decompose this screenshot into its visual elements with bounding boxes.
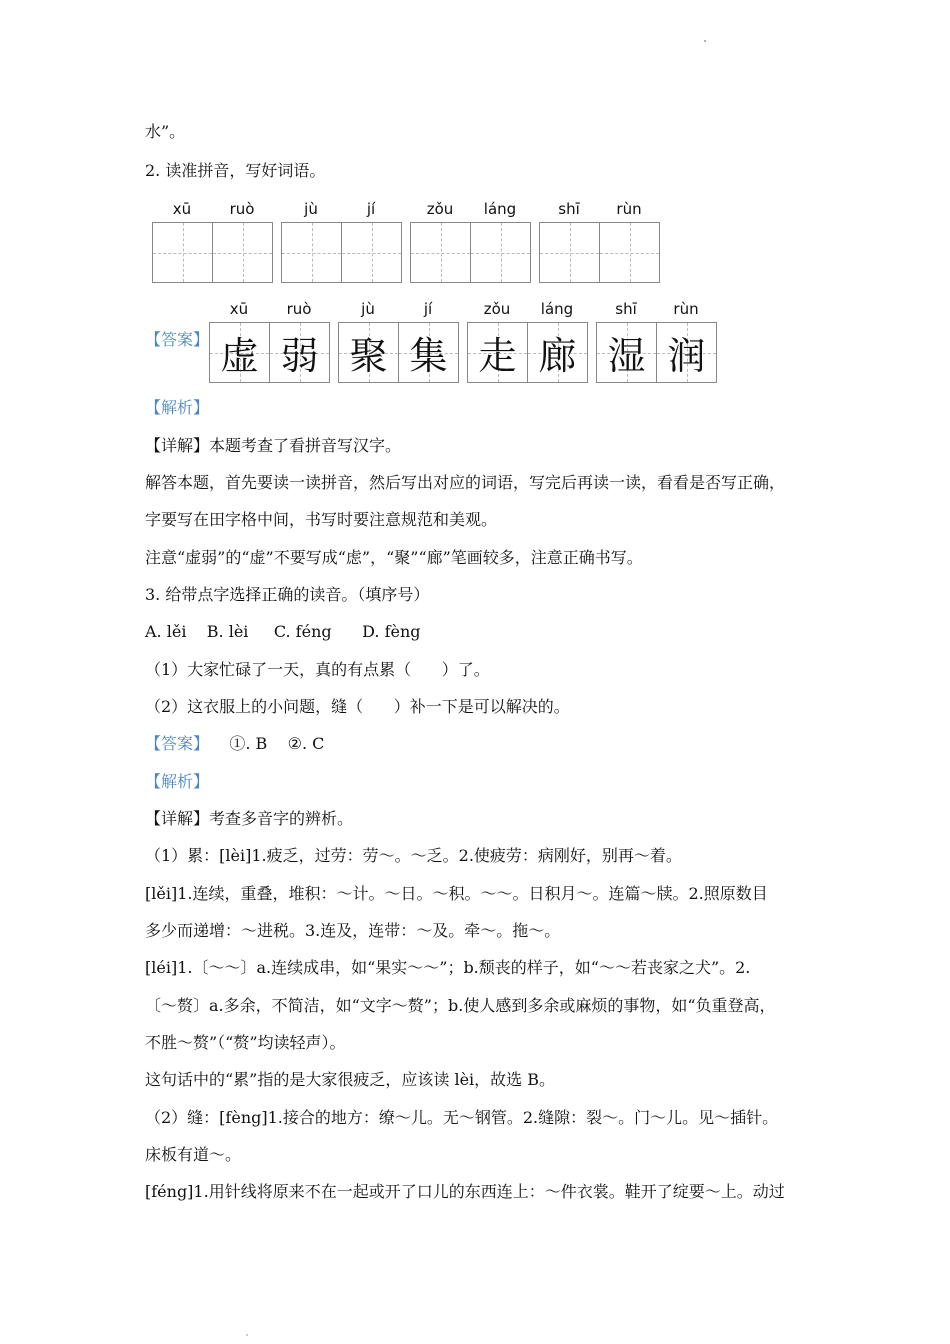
answer-char: 弱 (280, 334, 319, 378)
answer-char: 润 (667, 334, 706, 378)
tianzige-cell[interactable] (599, 223, 659, 282)
pinyin: rùn (616, 200, 642, 218)
analysis-label: 【解析】 (145, 772, 210, 791)
analysis-label: 【解析】 (145, 398, 210, 417)
paragraph: 不胜～赘”（“赘”均读轻声）。 (145, 1033, 346, 1052)
pinyin: rùn (673, 300, 699, 318)
pinyin: shī (615, 300, 637, 318)
tianzige-cell[interactable] (341, 223, 401, 282)
tianzige-cell[interactable] (540, 223, 599, 282)
pinyin: jí (366, 200, 376, 218)
paragraph: 注意“虚弱”的“虚”不要写成“虑”，“聚”“廊”笔画较多，注意正确书写。 (145, 548, 643, 567)
word-box (152, 196, 273, 283)
paragraph: [féng]1.用针线将原来不在一起或开了口儿的东西连上：～件衣裳。鞋开了绽要～上。动过 (145, 1182, 785, 1201)
question-3-title: 3. 给带点字选择正确的读音。（填序号） (145, 585, 430, 604)
question-3-sentence-1: （1）大家忙碌了一天，真的有点累（ ）了。 (145, 660, 490, 679)
answer-char: 湿 (607, 334, 646, 378)
paragraph: 字要写在田字格中间，书写时要注意规范和美观。 (145, 510, 498, 529)
paragraph: 床板有道～。 (145, 1145, 242, 1164)
tianzige-cell[interactable] (153, 223, 212, 282)
answer-label: 【答案】 (145, 330, 210, 349)
pinyin: jù (304, 200, 318, 218)
tianzige-cell[interactable] (282, 223, 341, 282)
pinyin: láng (483, 200, 517, 218)
pinyin: zǒu (426, 200, 454, 218)
answer-char: 廊 (538, 334, 577, 378)
pinyin: zǒu (483, 300, 511, 318)
tianzige-cell[interactable] (411, 223, 470, 282)
question-2-title: 2. 读准拼音，写好词语。 (145, 161, 326, 180)
answer-char: 集 (409, 334, 448, 378)
tianzige-cell[interactable] (470, 223, 530, 282)
pinyin: shī (558, 200, 580, 218)
pinyin-grid-answer (209, 296, 725, 383)
paragraph: 〔～赘〕a.多余，不简洁，如“文字～赘”；b.使人感到多余或麻烦的事物，如“负重登高， (145, 996, 776, 1015)
answer-line (145, 734, 324, 754)
pinyin-grid-blank (152, 196, 668, 283)
word-box (539, 196, 660, 283)
paragraph: [lěi]1.连续，重叠，堆积：～计。～日。～积。～～。日积月～。连篇～牍。2.照原数目 (145, 884, 768, 903)
paragraph: 这句话中的“累”指的是大家很疲乏，应该读 lèi，故选 B。 (145, 1070, 555, 1089)
answer-char: 虚 (220, 334, 259, 378)
word-box (596, 296, 717, 383)
continued-line: 水”。 (145, 122, 186, 141)
paragraph: 解答本题，首先要读一读拼音，然后写出对应的词语，写完后再读一读，看看是否写正确， (145, 473, 786, 492)
pinyin: jù (361, 300, 375, 318)
detail-heading: 【详解】考查多音字的辨析。 (145, 809, 354, 828)
paragraph: [léi]1.〔～～〕a.连续成串，如“果实～～”；b.颓丧的样子，如“～～若丧家之犬”。2. (145, 958, 751, 977)
pinyin: jí (423, 300, 433, 318)
word-box (338, 296, 459, 383)
paragraph: （1）累：[lèi]1.疲乏，过劳：劳～。～乏。2.使疲劳：病刚好，别再～着。 (145, 846, 682, 865)
question-3-options: A. lěi B. lèi C. féng D. fèng (145, 622, 421, 641)
word-box (209, 296, 330, 383)
pinyin: xū (229, 300, 249, 318)
answer-char: 走 (478, 334, 517, 378)
pinyin: láng (540, 300, 574, 318)
tianzige-cell[interactable] (212, 223, 272, 282)
paragraph: （2）缝：[fèng]1.接合的地方：缭～儿。无～钢管。2.缝隙：裂～。门～儿。见～插针。 (145, 1108, 779, 1127)
word-box (467, 296, 588, 383)
paragraph: 多少而递增：～进税。3.连及，连带：～及。牵～。拖～。 (145, 921, 561, 940)
word-box (410, 196, 531, 283)
detail-heading: 【详解】本题考查了看拼音写汉字。 (145, 436, 402, 455)
pinyin: ruò (286, 300, 312, 318)
answer-char: 聚 (349, 334, 388, 378)
pinyin: ruò (229, 200, 255, 218)
word-box (281, 196, 402, 283)
pinyin: xū (172, 200, 192, 218)
scan-dot (704, 40, 706, 42)
question-3-sentence-2: （2）这衣服上的小问题，缝（ ）补一下是可以解决的。 (145, 697, 570, 716)
answer-value: ①. B ②. C (229, 734, 325, 753)
scan-dot (246, 1334, 248, 1336)
answer-label: 【答案】 (145, 734, 210, 753)
